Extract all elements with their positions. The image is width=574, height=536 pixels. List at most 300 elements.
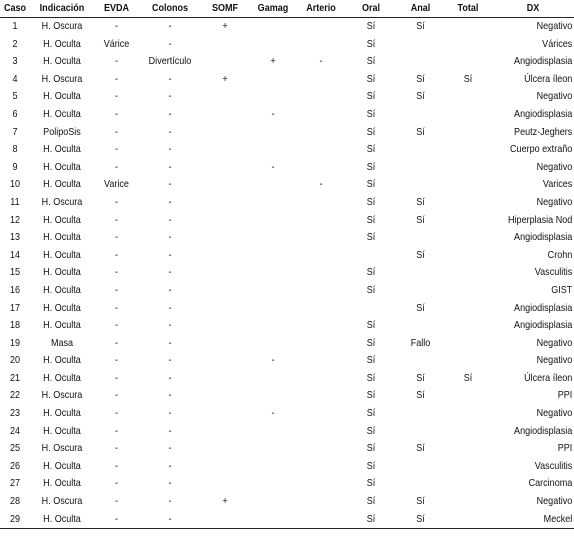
cell-arterio <box>300 335 341 353</box>
cell-gamag <box>252 36 293 54</box>
cell-indicacion: H. Oculta <box>43 37 81 50</box>
cell-somf <box>204 212 245 230</box>
cell-caso: 2 <box>12 37 18 50</box>
cell-arterio <box>300 493 341 511</box>
cell-evda: - <box>114 20 119 32</box>
table-row <box>0 36 574 54</box>
cell-dx: Vasculitis <box>534 266 573 279</box>
cell-caso: 26 <box>9 459 21 472</box>
cell-arterio <box>300 212 341 230</box>
cell-indicacion: H. Oculta <box>43 248 81 261</box>
cell-somf <box>204 335 245 353</box>
cell-gamag: - <box>271 160 275 173</box>
cell-colonos: - <box>168 37 172 50</box>
cell-anal <box>400 176 440 194</box>
cell-oral: Sí <box>366 37 376 50</box>
cell-oral <box>349 247 394 265</box>
cell-gamag <box>252 300 293 318</box>
table-row <box>0 106 574 124</box>
cell-oral: Sí <box>366 143 376 156</box>
cell-indicacion: H. Oculta <box>43 459 81 472</box>
cell-anal <box>400 264 440 282</box>
cell-total <box>447 387 488 405</box>
table-row <box>0 159 574 177</box>
cell-dx: Hiperplasia Nod <box>508 213 573 226</box>
cell-oral: Sí <box>366 213 376 226</box>
cell-evda: - <box>114 160 119 173</box>
cell-anal: Sí <box>416 125 425 138</box>
cell-indicacion: H. Oculta <box>43 266 81 279</box>
cell-colonos: - <box>168 107 172 120</box>
cell-total <box>447 176 488 194</box>
cell-somf <box>204 229 245 247</box>
table-row <box>0 88 574 106</box>
cell-gamag <box>252 335 293 353</box>
cell-gamag <box>252 18 293 36</box>
cell-gamag <box>252 370 293 388</box>
cell-total <box>447 212 488 230</box>
cell-caso: 3 <box>12 55 18 68</box>
cell-evda: - <box>114 336 119 349</box>
cell-arterio <box>300 317 341 335</box>
cell-indicacion: H. Oculta <box>43 107 81 120</box>
cell-gamag <box>252 282 293 300</box>
cell-oral: Sí <box>366 107 376 120</box>
cell-dx: Negativo <box>536 336 573 349</box>
cell-somf <box>204 458 245 476</box>
cell-indicacion: H. Oscura <box>41 389 83 402</box>
cell-evda: - <box>114 125 119 138</box>
cell-oral: Sí <box>366 442 376 455</box>
cell-indicacion: H. Oculta <box>43 178 81 191</box>
cell-gamag: - <box>271 107 275 120</box>
cell-anal <box>400 141 440 159</box>
cell-colonos: - <box>168 266 172 279</box>
cell-dx: Angiodisplasia <box>514 424 573 437</box>
cell-oral: Sí <box>366 125 376 138</box>
cell-caso: 20 <box>9 354 21 367</box>
cell-caso: 1 <box>12 20 18 32</box>
cell-dx: Angiodisplasia <box>514 319 573 332</box>
cell-dx: Negativo <box>536 195 573 208</box>
cell-caso: 13 <box>9 231 21 244</box>
cell-oral: Sí <box>366 477 376 490</box>
cell-arterio <box>300 387 341 405</box>
cell-anal: Sí <box>416 389 425 402</box>
cell-indicacion: H. Oculta <box>43 55 81 68</box>
cell-somf <box>204 106 245 124</box>
cell-indicacion: H. Oculta <box>43 477 81 490</box>
cell-arterio <box>300 247 341 265</box>
cell-somf: + <box>222 20 228 32</box>
cell-oral: Sí <box>366 495 376 508</box>
cell-arterio <box>300 159 341 177</box>
cell-colonos: - <box>168 195 172 208</box>
table-body <box>0 18 574 529</box>
cell-caso: 25 <box>9 442 21 455</box>
cell-anal <box>400 282 440 300</box>
cell-caso: 28 <box>9 495 21 508</box>
cell-anal: Sí <box>416 90 425 103</box>
cell-anal: Sí <box>416 371 425 384</box>
cell-total <box>447 141 488 159</box>
cell-oral: Sí <box>366 55 376 68</box>
cell-arterio <box>300 88 341 106</box>
cell-somf <box>204 53 245 71</box>
cell-oral: Sí <box>366 283 376 296</box>
cell-total <box>447 229 488 247</box>
cell-indicacion: H. Oculta <box>43 424 81 437</box>
column-header-anal: Anal <box>410 2 431 14</box>
cell-gamag <box>252 194 293 212</box>
cell-evda: - <box>114 107 119 120</box>
cell-dx: Crohn <box>547 248 573 261</box>
table-row <box>0 229 574 247</box>
cell-arterio <box>300 141 341 159</box>
cell-arterio <box>300 300 341 318</box>
cell-gamag <box>252 212 293 230</box>
cell-arterio <box>300 106 341 124</box>
cell-evda: - <box>114 195 119 208</box>
cell-dx: Peutz-Jeghers <box>514 125 573 138</box>
cell-total <box>447 493 488 511</box>
cell-colonos: - <box>168 143 172 156</box>
cell-total <box>447 159 488 177</box>
column-header-caso: Caso <box>3 2 27 14</box>
cell-evda: Várice <box>103 37 130 50</box>
column-header-colonos: Colonos <box>151 2 189 14</box>
table-row <box>0 264 574 282</box>
cell-gamag <box>252 387 293 405</box>
cell-total <box>447 18 488 36</box>
cell-total <box>447 475 488 493</box>
column-header-gamag: Gamag <box>257 2 289 14</box>
cell-anal <box>400 159 440 177</box>
cell-arterio <box>300 282 341 300</box>
cell-evda: - <box>114 407 119 420</box>
cell-evda: - <box>114 55 119 68</box>
cell-anal: Sí <box>416 248 425 261</box>
cell-evda: - <box>114 283 119 296</box>
cell-evda: - <box>114 248 119 261</box>
cell-anal <box>400 53 440 71</box>
cell-evda: - <box>114 231 119 244</box>
table-row <box>0 124 574 142</box>
cell-evda: - <box>114 459 119 472</box>
table-row <box>0 212 574 230</box>
cell-dx: Negativo <box>536 160 573 173</box>
cell-colonos: - <box>168 283 172 296</box>
cell-caso: 15 <box>9 266 21 279</box>
cell-evda: - <box>114 477 119 490</box>
cell-total <box>447 247 488 265</box>
cell-colonos: - <box>168 213 172 226</box>
column-header-arterio: Arterio <box>306 2 336 14</box>
cell-arterio <box>300 440 341 458</box>
cell-evda: - <box>114 213 119 226</box>
cell-indicacion: H. Oculta <box>43 143 81 156</box>
cell-anal <box>400 36 440 54</box>
cell-dx: Vasculitis <box>534 459 573 472</box>
cell-gamag <box>252 247 293 265</box>
cell-arterio <box>300 229 341 247</box>
header-row <box>0 0 574 18</box>
cell-colonos: - <box>168 477 172 490</box>
table-row <box>0 387 574 405</box>
cell-somf <box>204 159 245 177</box>
cell-indicacion: H. Oscura <box>41 195 83 208</box>
cell-caso: 7 <box>12 125 18 138</box>
cell-gamag <box>252 71 293 89</box>
column-header-oral: Oral <box>361 2 381 14</box>
cell-total <box>447 300 488 318</box>
cell-total <box>447 352 488 370</box>
table-row <box>0 335 574 353</box>
cell-caso: 16 <box>9 283 21 296</box>
table-row <box>0 176 574 194</box>
cell-caso: 8 <box>12 143 18 156</box>
cell-somf: + <box>222 495 228 508</box>
cell-indicacion: PolipoSis <box>43 125 81 138</box>
table-row <box>0 53 574 71</box>
cell-caso: 17 <box>9 301 21 314</box>
column-header-total: Total <box>457 2 479 14</box>
table-row <box>0 194 574 212</box>
cell-somf <box>204 141 245 159</box>
table-row <box>0 423 574 441</box>
cell-somf <box>204 475 245 493</box>
cell-anal <box>400 475 440 493</box>
cell-arterio <box>300 458 341 476</box>
cell-caso: 18 <box>9 319 21 332</box>
cell-gamag <box>252 511 293 529</box>
cell-indicacion: H. Oscura <box>41 20 83 32</box>
cell-anal: Fallo <box>410 336 431 349</box>
cell-somf <box>204 423 245 441</box>
cell-total <box>447 440 488 458</box>
cell-gamag <box>252 475 293 493</box>
cell-indicacion: H. Oculta <box>43 213 81 226</box>
cell-dx: Negativo <box>536 20 573 32</box>
cell-arterio <box>300 423 341 441</box>
cell-oral: Sí <box>366 20 376 32</box>
cell-evda: - <box>114 512 119 525</box>
table-row <box>0 71 574 89</box>
cell-total: Sí <box>463 72 473 85</box>
cell-colonos: - <box>168 495 172 508</box>
cell-indicacion: H. Oculta <box>43 301 81 314</box>
cell-dx: Angiodisplasia <box>514 231 573 244</box>
cell-anal: Sí <box>416 72 425 85</box>
cell-dx: Úlcera íleon <box>524 371 573 384</box>
cell-colonos: - <box>168 178 172 191</box>
cell-oral: Sí <box>366 371 376 384</box>
cell-arterio <box>300 370 341 388</box>
cell-caso: 4 <box>12 72 18 85</box>
cell-colonos: - <box>168 371 172 384</box>
cell-gamag <box>252 88 293 106</box>
cell-evda: - <box>114 72 119 85</box>
cell-caso: 6 <box>12 107 18 120</box>
cell-somf <box>204 440 245 458</box>
cell-oral: Sí <box>366 319 376 332</box>
cell-evda: - <box>114 319 119 332</box>
cell-evda: - <box>114 424 119 437</box>
cell-caso: 24 <box>9 424 21 437</box>
cell-gamag <box>252 264 293 282</box>
cell-dx: Angiodisplasia <box>514 107 573 120</box>
cell-colonos: - <box>168 20 172 32</box>
cell-evda: Varice <box>104 178 129 191</box>
table-row <box>0 247 574 265</box>
cell-colonos: - <box>168 442 172 455</box>
column-header-somf: SOMF <box>211 2 239 14</box>
cell-caso: 14 <box>9 248 21 261</box>
cell-oral: Sí <box>366 90 376 103</box>
cell-oral: Sí <box>366 160 376 173</box>
cell-somf <box>204 387 245 405</box>
cell-gamag <box>252 141 293 159</box>
cell-total <box>447 88 488 106</box>
cell-gamag <box>252 229 293 247</box>
cell-caso: 22 <box>9 389 21 402</box>
cell-somf: + <box>222 72 228 85</box>
cell-indicacion: H. Oculta <box>43 231 81 244</box>
cell-evda: - <box>114 90 119 103</box>
cell-arterio <box>300 71 341 89</box>
cell-gamag <box>252 423 293 441</box>
cell-arterio <box>300 124 341 142</box>
cell-anal <box>400 106 440 124</box>
cell-evda: - <box>114 301 119 314</box>
cell-indicacion: H. Oscura <box>41 72 83 85</box>
cell-caso: 11 <box>10 195 20 208</box>
cell-colonos: - <box>168 424 172 437</box>
cell-anal <box>400 423 440 441</box>
cell-dx: Negativo <box>536 407 573 420</box>
cell-total <box>447 194 488 212</box>
cell-somf <box>204 405 245 423</box>
cell-dx: Angiodisplasia <box>514 55 573 68</box>
cell-colonos: - <box>168 160 172 173</box>
cell-dx: PPI <box>557 389 573 402</box>
column-header-evda: EVDA <box>103 2 130 14</box>
cell-arterio <box>300 405 341 423</box>
cell-indicacion: H. Oscura <box>41 442 83 455</box>
cell-indicacion: H. Oculta <box>43 354 81 367</box>
cell-arterio <box>300 475 341 493</box>
cell-indicacion: Masa <box>50 336 74 349</box>
cell-somf <box>204 124 245 142</box>
cell-somf <box>204 317 245 335</box>
table-row <box>0 511 574 529</box>
cell-dx: Úlcera íleon <box>524 72 573 85</box>
cell-arterio <box>300 264 341 282</box>
cell-total <box>447 458 488 476</box>
cell-caso: 9 <box>12 160 18 173</box>
cell-somf <box>204 176 245 194</box>
cell-indicacion: H. Oculta <box>43 90 81 103</box>
cell-dx: Cuerpo extraño <box>510 143 573 156</box>
cell-colonos: - <box>168 90 172 103</box>
cell-total <box>447 423 488 441</box>
cell-caso: 27 <box>9 477 21 490</box>
cell-caso: 10 <box>9 178 21 191</box>
cell-anal <box>400 317 440 335</box>
cell-evda: - <box>114 143 119 156</box>
table-row <box>0 300 574 318</box>
cell-oral: Sí <box>366 72 376 85</box>
cell-dx: Carcinoma <box>528 477 573 490</box>
cell-gamag: - <box>271 354 275 367</box>
cell-oral: Sí <box>366 178 376 191</box>
cell-indicacion: H. Oculta <box>43 319 81 332</box>
cell-dx: Meckel <box>543 512 573 525</box>
cell-arterio <box>300 36 341 54</box>
cell-arterio <box>300 352 341 370</box>
cell-anal: Sí <box>416 495 425 508</box>
cell-somf <box>204 352 245 370</box>
cell-oral: Sí <box>366 407 376 420</box>
cell-indicacion: H. Oculta <box>43 407 81 420</box>
cell-colonos: - <box>168 336 172 349</box>
table-row <box>0 352 574 370</box>
cell-caso: 23 <box>9 407 21 420</box>
cell-gamag <box>252 124 293 142</box>
cell-colonos: - <box>168 459 172 472</box>
cell-total <box>447 405 488 423</box>
cell-colonos: - <box>168 319 172 332</box>
cell-total <box>447 317 488 335</box>
cell-somf <box>204 282 245 300</box>
cell-evda: - <box>114 371 119 384</box>
cell-somf <box>204 264 245 282</box>
table-row <box>0 493 574 511</box>
cell-oral: Sí <box>366 424 376 437</box>
table-row <box>0 18 574 36</box>
cell-gamag: + <box>270 55 276 68</box>
cell-dx: Angiodisplasia <box>514 301 573 314</box>
table-header <box>0 0 574 18</box>
cell-oral: Sí <box>366 266 376 279</box>
cell-colonos: Divertículo <box>148 55 192 68</box>
table-row <box>0 370 574 388</box>
cell-colonos: - <box>168 301 172 314</box>
cell-total <box>447 53 488 71</box>
cell-anal <box>400 458 440 476</box>
cell-somf <box>204 88 245 106</box>
cell-anal: Sí <box>416 512 425 525</box>
cell-anal <box>400 352 440 370</box>
cell-oral: Sí <box>366 195 376 208</box>
cell-anal: Sí <box>416 442 425 455</box>
cell-indicacion: H. Oculta <box>43 160 81 173</box>
cell-evda: - <box>114 266 119 279</box>
table-row <box>0 440 574 458</box>
cell-caso: 29 <box>9 512 21 525</box>
cell-colonos: - <box>168 125 172 138</box>
cell-oral: Sí <box>366 389 376 402</box>
table-row <box>0 282 574 300</box>
cell-total: Sí <box>463 371 473 384</box>
cell-colonos: - <box>168 72 172 85</box>
cell-indicacion: H. Oculta <box>43 512 81 525</box>
table-row <box>0 141 574 159</box>
cell-anal <box>400 405 440 423</box>
cell-colonos: - <box>168 354 172 367</box>
cell-gamag <box>252 458 293 476</box>
cell-indicacion: H. Oculta <box>43 283 81 296</box>
